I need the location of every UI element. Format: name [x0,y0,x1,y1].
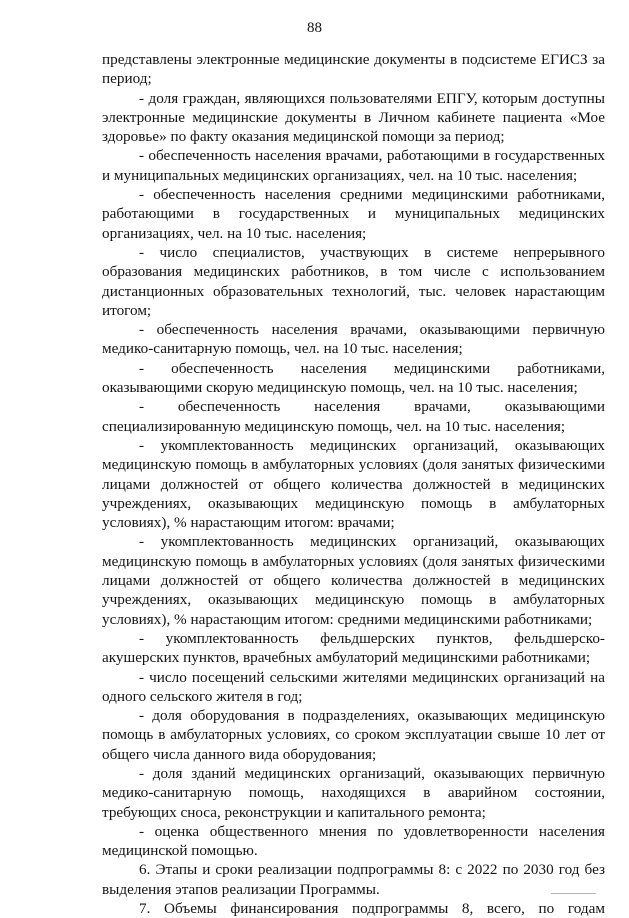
bottom-rule [551,893,596,894]
paragraph: - доля граждан, являющихся пользователями ЕПГУ, которым доступны электронные медицинские документы в Личном кабинете пациента «Мое здоровье» по факту оказания медицинской помощи за период; [102,89,605,146]
paragraph: - обеспеченность населения медицинскими работниками, оказывающими скорую медицинскую помощь, чел. на 10 тыс. населения; [102,359,605,397]
paragraph: - доля зданий медицинских организаций, оказывающих первичную медико-санитарную помощь, находящихся в аварийном состоянии, требующих сноса, реконструкции и капитального ремонта; [102,764,605,821]
paragraph: - число посещений сельскими жителями медицинских организаций на одного сельского жителя в год; [102,668,605,705]
paragraph: 6. Этапы и сроки реализации подпрограммы 8: с 2022 по 2030 год без выделения этапов реализации Программы. [102,861,605,898]
paragraph: - обеспеченность населения средними медицинскими работниками, работающими в государственных и муниципальных медицинских организациях, чел. на 10 тыс. населения; [102,186,605,242]
paragraph: - обеспеченность населения врачами, оказывающими первичную медико-санитарную помощь, чел. на 10 тыс. населения; [102,321,605,358]
paragraph: 7. Объемы финансирования подпрограммы 8, всего, по годам [139,900,605,918]
paragraph: представлены электронные медицинские документы в подсистеме ЕГИСЗ за период; [102,51,605,88]
page-number: 88 [307,20,322,36]
paragraph: - оценка общественного мнения по удовлетворенности населения медицинской помощью. [102,822,605,860]
paragraph: - укомплектованность фельдшерских пунктов, фельдшерско-акушерских пунктов, врачебных амбулаторий медицинскими работниками; [102,629,605,667]
paragraph: - обеспеченность населения врачами, работающими в государственных и муниципальных медицинских организациях, чел. на 10 тыс. населения; [102,147,605,184]
paragraph: - доля оборудования в подразделениях, оказывающих медицинскую помощь в амбулаторных условиях, со сроком эксплуатации свыше 10 лет от общего числа данного вида оборудования; [102,707,605,763]
document-body [102,50,605,918]
paragraph: - число специалистов, участвующих в системе непрерывного образования медицинских работников, в том числе с использованием дистанционных образовательных технологий, тыс. человек нарастающим итогом; [102,243,605,319]
paragraph: - обеспеченность населения врачами, оказывающими специализированную медицинскую помощь, чел. на 10 тыс. населения; [102,398,605,435]
paragraph: - укомплектованность медицинских организаций, оказывающих медицинскую помощь в амбулаторных условиях (доля занятых физическими лицами должностей от общего количества должностей в медицинских учреждениях, оказывающих медицинскую помощь в амбулаторных условиях), % нарастающим итогом: врачами; [102,436,605,532]
paragraph: - укомплектованность медицинских организаций, оказывающих медицинскую помощь в амбулаторных условиях (доля занятых физическими лицами должностей от общего количества должностей в медицинских учреждениях, оказывающих медицинскую помощь в амбулаторных условиях), % нарастающим итогом: средними медицинскими работниками; [102,533,605,628]
